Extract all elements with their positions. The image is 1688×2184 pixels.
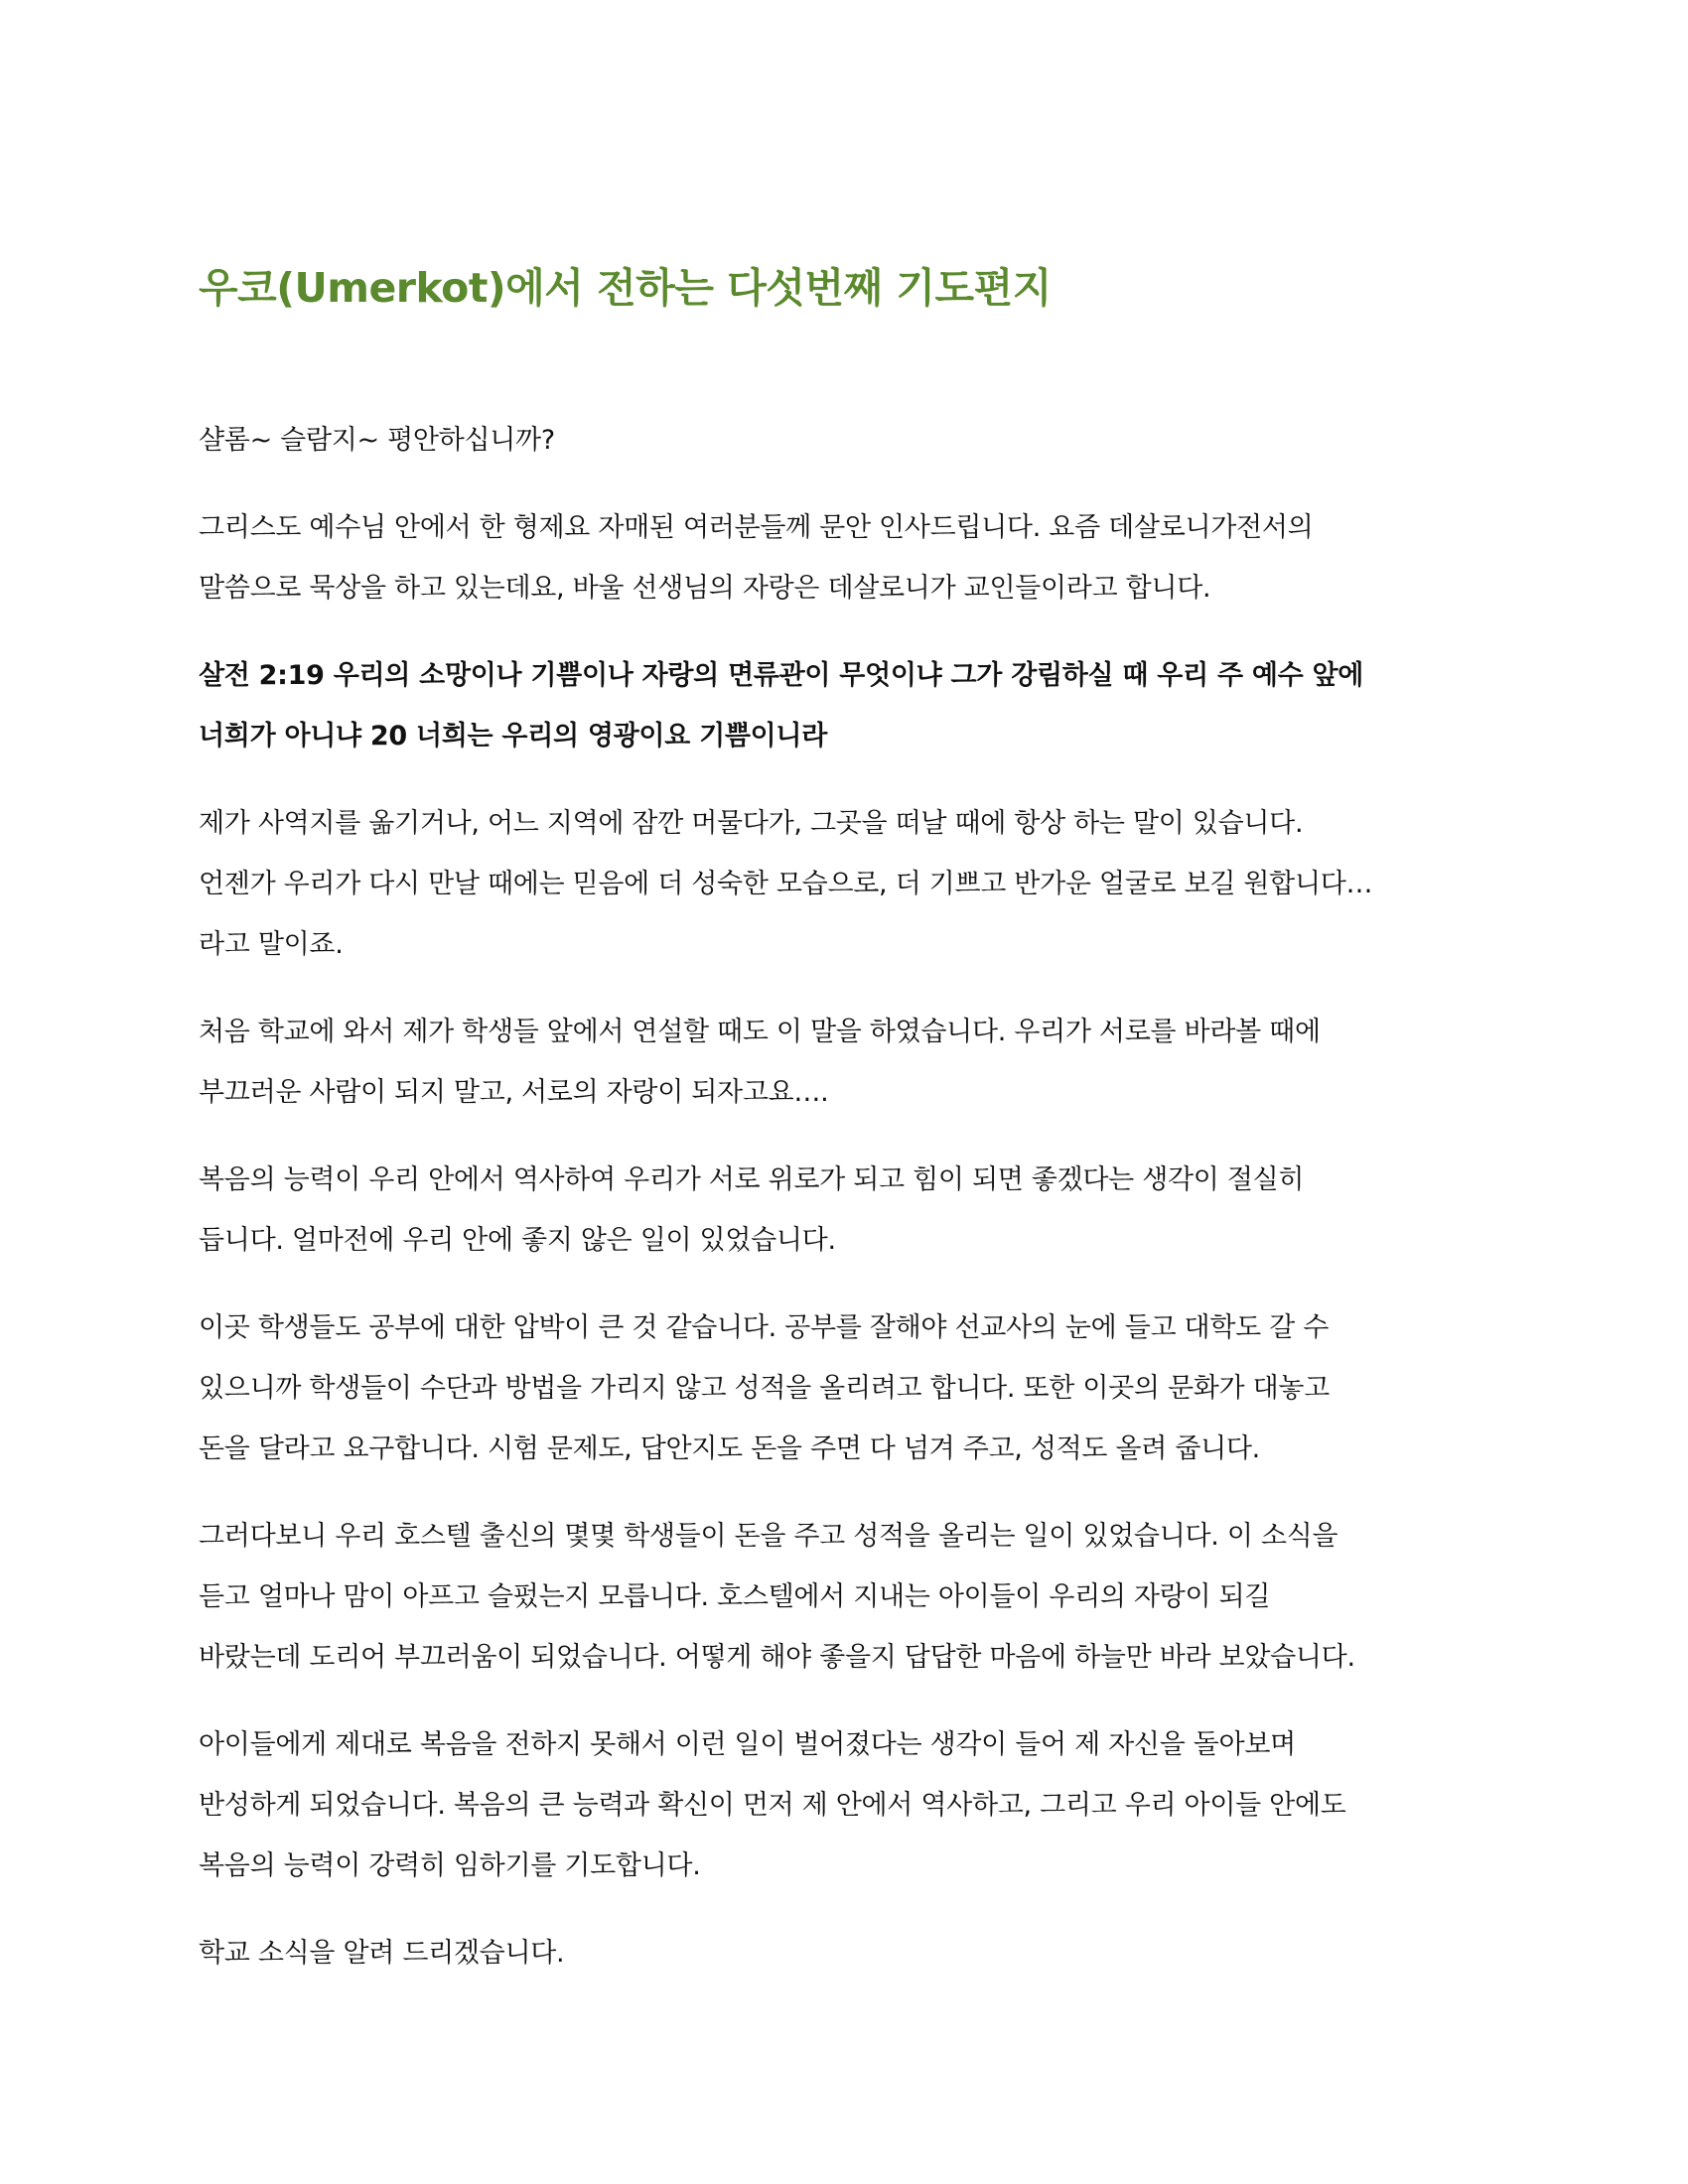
- body-paragraph: [199, 1714, 1489, 1896]
- paragraph-line: 처음 학교에 와서 제가 학생들 앞에서 연설할 때도 이 말을 하였습니다. 우리가 서로를 바라볼 때에: [199, 1017, 1321, 1047]
- document-title: 우코(Umerkot)에서 전하는 다섯번째 기도편지: [199, 264, 1052, 312]
- paragraph-line: 바랐는데 도리어 부끄러움이 되었습니다. 어떻게 해야 좋을지 답답한 마음에 하늘만 바라 보았습니다.: [199, 1642, 1355, 1673]
- paragraph-line: 그러다보니 우리 호스텔 출신의 몇몇 학생들이 돈을 주고 성적을 올리는 일이 있었습니다. 이 소식을: [199, 1521, 1338, 1552]
- paragraph-line: 그리스도 예수님 안에서 한 형제요 자매된 여러분들께 문안 인사드립니다. 요즘 데살로니가전서의: [199, 512, 1314, 543]
- paragraph-line: 말씀으로 묵상을 하고 있는데요, 바울 선생님의 자랑은 데살로니가 교인들이라고 합니다.: [199, 573, 1211, 604]
- body-paragraph: [199, 1297, 1489, 1479]
- paragraph-line: 복음의 능력이 강력히 임하기를 기도합니다.: [199, 1850, 701, 1881]
- body-paragraph: [199, 1002, 1489, 1123]
- paragraph-line: 언젠가 우리가 다시 만날 때에는 믿음에 더 성숙한 모습으로, 더 기쁘고 반가운 얼굴로 보길 원합니다…: [199, 869, 1373, 899]
- body-paragraph: [199, 793, 1489, 975]
- paragraph-line: 라고 말이죠.: [199, 929, 344, 960]
- body-paragraph: [199, 497, 1489, 618]
- body-paragraph: [199, 1923, 1489, 1983]
- paragraph-line: 너희가 아니냐 20 너희는 우리의 영광이요 기쁨이니라: [199, 721, 827, 751]
- document-body: [199, 253, 1489, 2010]
- paragraph-line: 부끄러운 사람이 되지 말고, 서로의 자랑이 되자고요….: [199, 1077, 829, 1108]
- paragraph-line: 이곳 학생들도 공부에 대한 압박이 큰 것 같습니다. 공부를 잘해야 선교사의 눈에 들고 대학도 갈 수: [199, 1312, 1330, 1343]
- paragraph-line: 아이들에게 제대로 복음을 전하지 못해서 이런 일이 벌어졌다는 생각이 들어 제 자신을 돌아보며: [199, 1729, 1296, 1760]
- paragraph-line: 돈을 달라고 요구합니다. 시험 문제도, 답안지도 돈을 주면 다 넘겨 주고, 성적도 올려 줍니다.: [199, 1433, 1260, 1464]
- paragraph-line: 있으니까 학생들이 수단과 방법을 가리지 않고 성적을 올리려고 합니다. 또한 이곳의 문화가 대놓고: [199, 1373, 1330, 1404]
- paragraph-line: 듣고 얼마나 맘이 아프고 슬펐는지 모릅니다. 호스텔에서 지내는 아이들이 우리의 자랑이 되길: [199, 1581, 1271, 1612]
- paragraph-line: 살전 2:19 우리의 소망이나 기쁨이나 자랑의 면류관이 무엇이냐 그가 강림하실 때 우리 주 예수 앞에: [199, 660, 1364, 691]
- paragraph-line: 학교 소식을 알려 드리겠습니다.: [199, 1938, 565, 1969]
- body-paragraph: [199, 410, 1489, 471]
- paragraph-line: 듭니다. 얼마전에 우리 안에 좋지 않은 일이 있었습니다.: [199, 1225, 836, 1256]
- paragraph-list: [199, 410, 1489, 1983]
- paragraph-line: 반성하게 되었습니다. 복음의 큰 능력과 확신이 먼저 제 안에서 역사하고, 그리고 우리 아이들 안에도: [199, 1790, 1346, 1821]
- body-paragraph: [199, 1150, 1489, 1271]
- body-paragraph: [199, 1506, 1489, 1688]
- scripture-quote-paragraph: [199, 645, 1489, 766]
- paragraph-line: 복음의 능력이 우리 안에서 역사하여 우리가 서로 위로가 되고 힘이 되면 좋겠다는 생각이 절실히: [199, 1164, 1305, 1195]
- paragraph-line: 제가 사역지를 옮기거나, 어느 지역에 잠깐 머물다가, 그곳을 떠날 때에 항상 하는 말이 있습니다.: [199, 808, 1304, 839]
- paragraph-line: 샬롬~ 슬람지~ 평안하십니까?: [199, 425, 555, 456]
